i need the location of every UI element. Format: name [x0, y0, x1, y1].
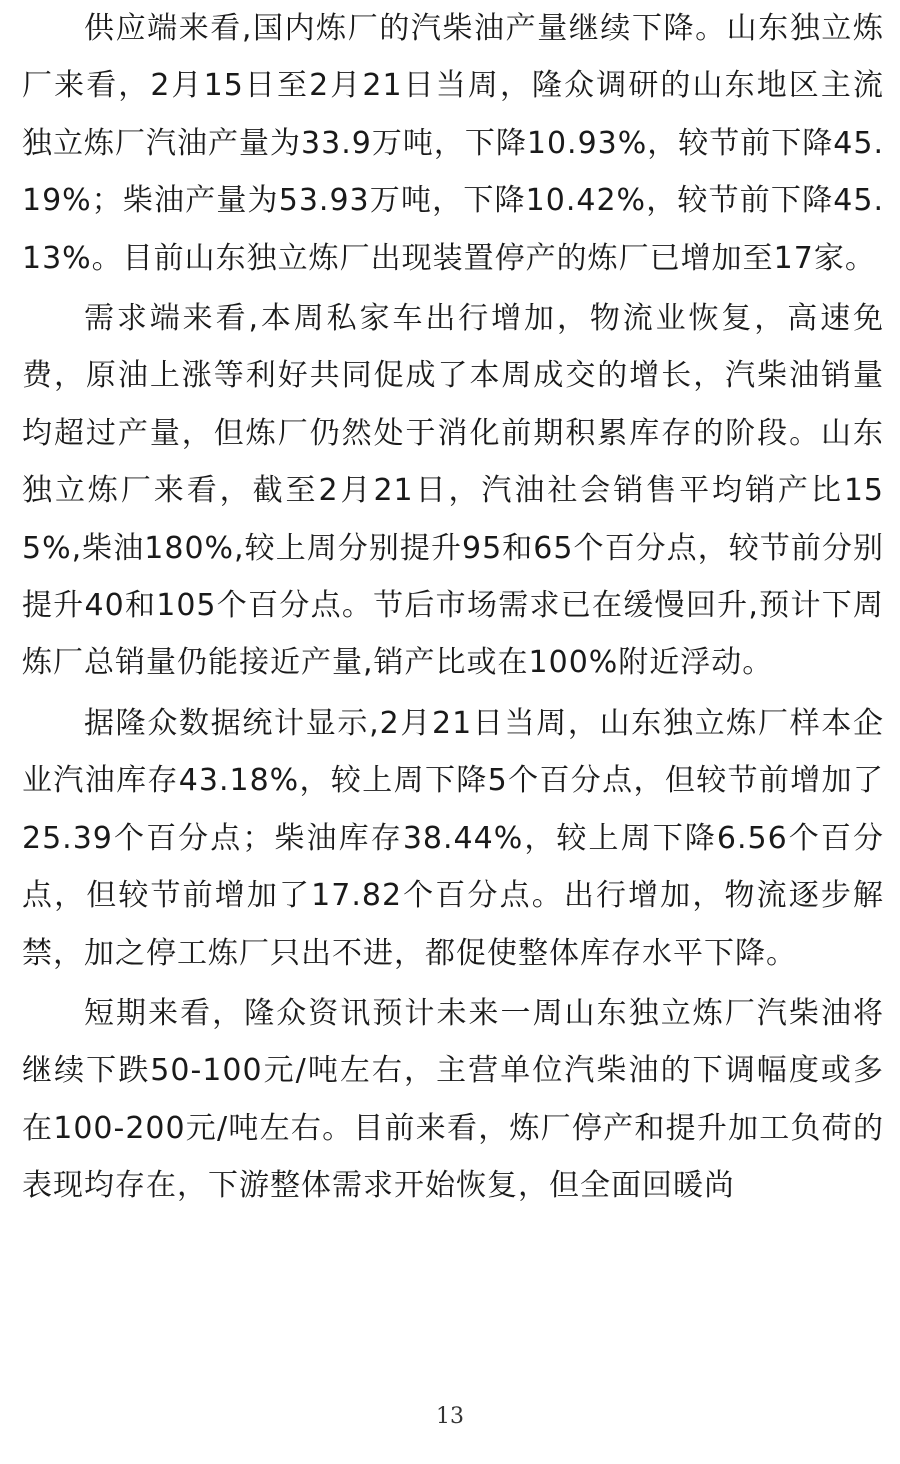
paragraph-inventory: 据隆众数据统计显示,2月21日当周，山东独立炼厂样本企业汽油库存43.18%，较上周下降5个百分点，但较节前增加了25.39个百分点；柴油库存38.44%，较上周下降6.56个百分点，但较节前增加了17.82个百分点。出行增加，物流逐步解禁，加之停工炼厂只出不进，都促使整体库存水平下降。	[22, 705, 884, 971]
paragraph-outlook: 短期来看，隆众资讯预计未来一周山东独立炼厂汽柴油将继续下跌50-100元/吨左右，主营单位汽柴油的下调幅度或多在100-200元/吨左右。目前来看，炼厂停产和提升加工负荷的表现均存在，下游整体需求开始恢复，但全面回暖尚	[22, 995, 884, 1204]
paragraph-demand: 需求端来看,本周私家车出行增加，物流业恢复，高速免费，原油上涨等利好共同促成了本周成交的增长，汽柴油销量均超过产量，但炼厂仍然处于消化前期积累库存的阶段。山东独立炼厂来看，截至2月21日，汽油社会销售平均销产比155%,柴油180%,较上周分别提升95和65个百分点，较节前分别提升40和105个百分点。节后市场需求已在缓慢回升,预计下周炼厂总销量仍能接近产量,销产比或在100%附近浮动。	[22, 301, 884, 681]
body-text	[22, 0, 884, 1218]
paragraph-supply: 供应端来看,国内炼厂的汽柴油产量继续下降。山东独立炼厂来看，2月15日至2月21日当周，隆众调研的山东地区主流独立炼厂汽油产量为33.9万吨，下降10.93%，较节前下降45.19%；柴油产量为53.93万吨，下降10.42%，较节前下降45.13%。目前山东独立炼厂出现装置停产的炼厂已增加至17家。	[22, 11, 884, 276]
page-number: 13	[436, 1404, 464, 1429]
